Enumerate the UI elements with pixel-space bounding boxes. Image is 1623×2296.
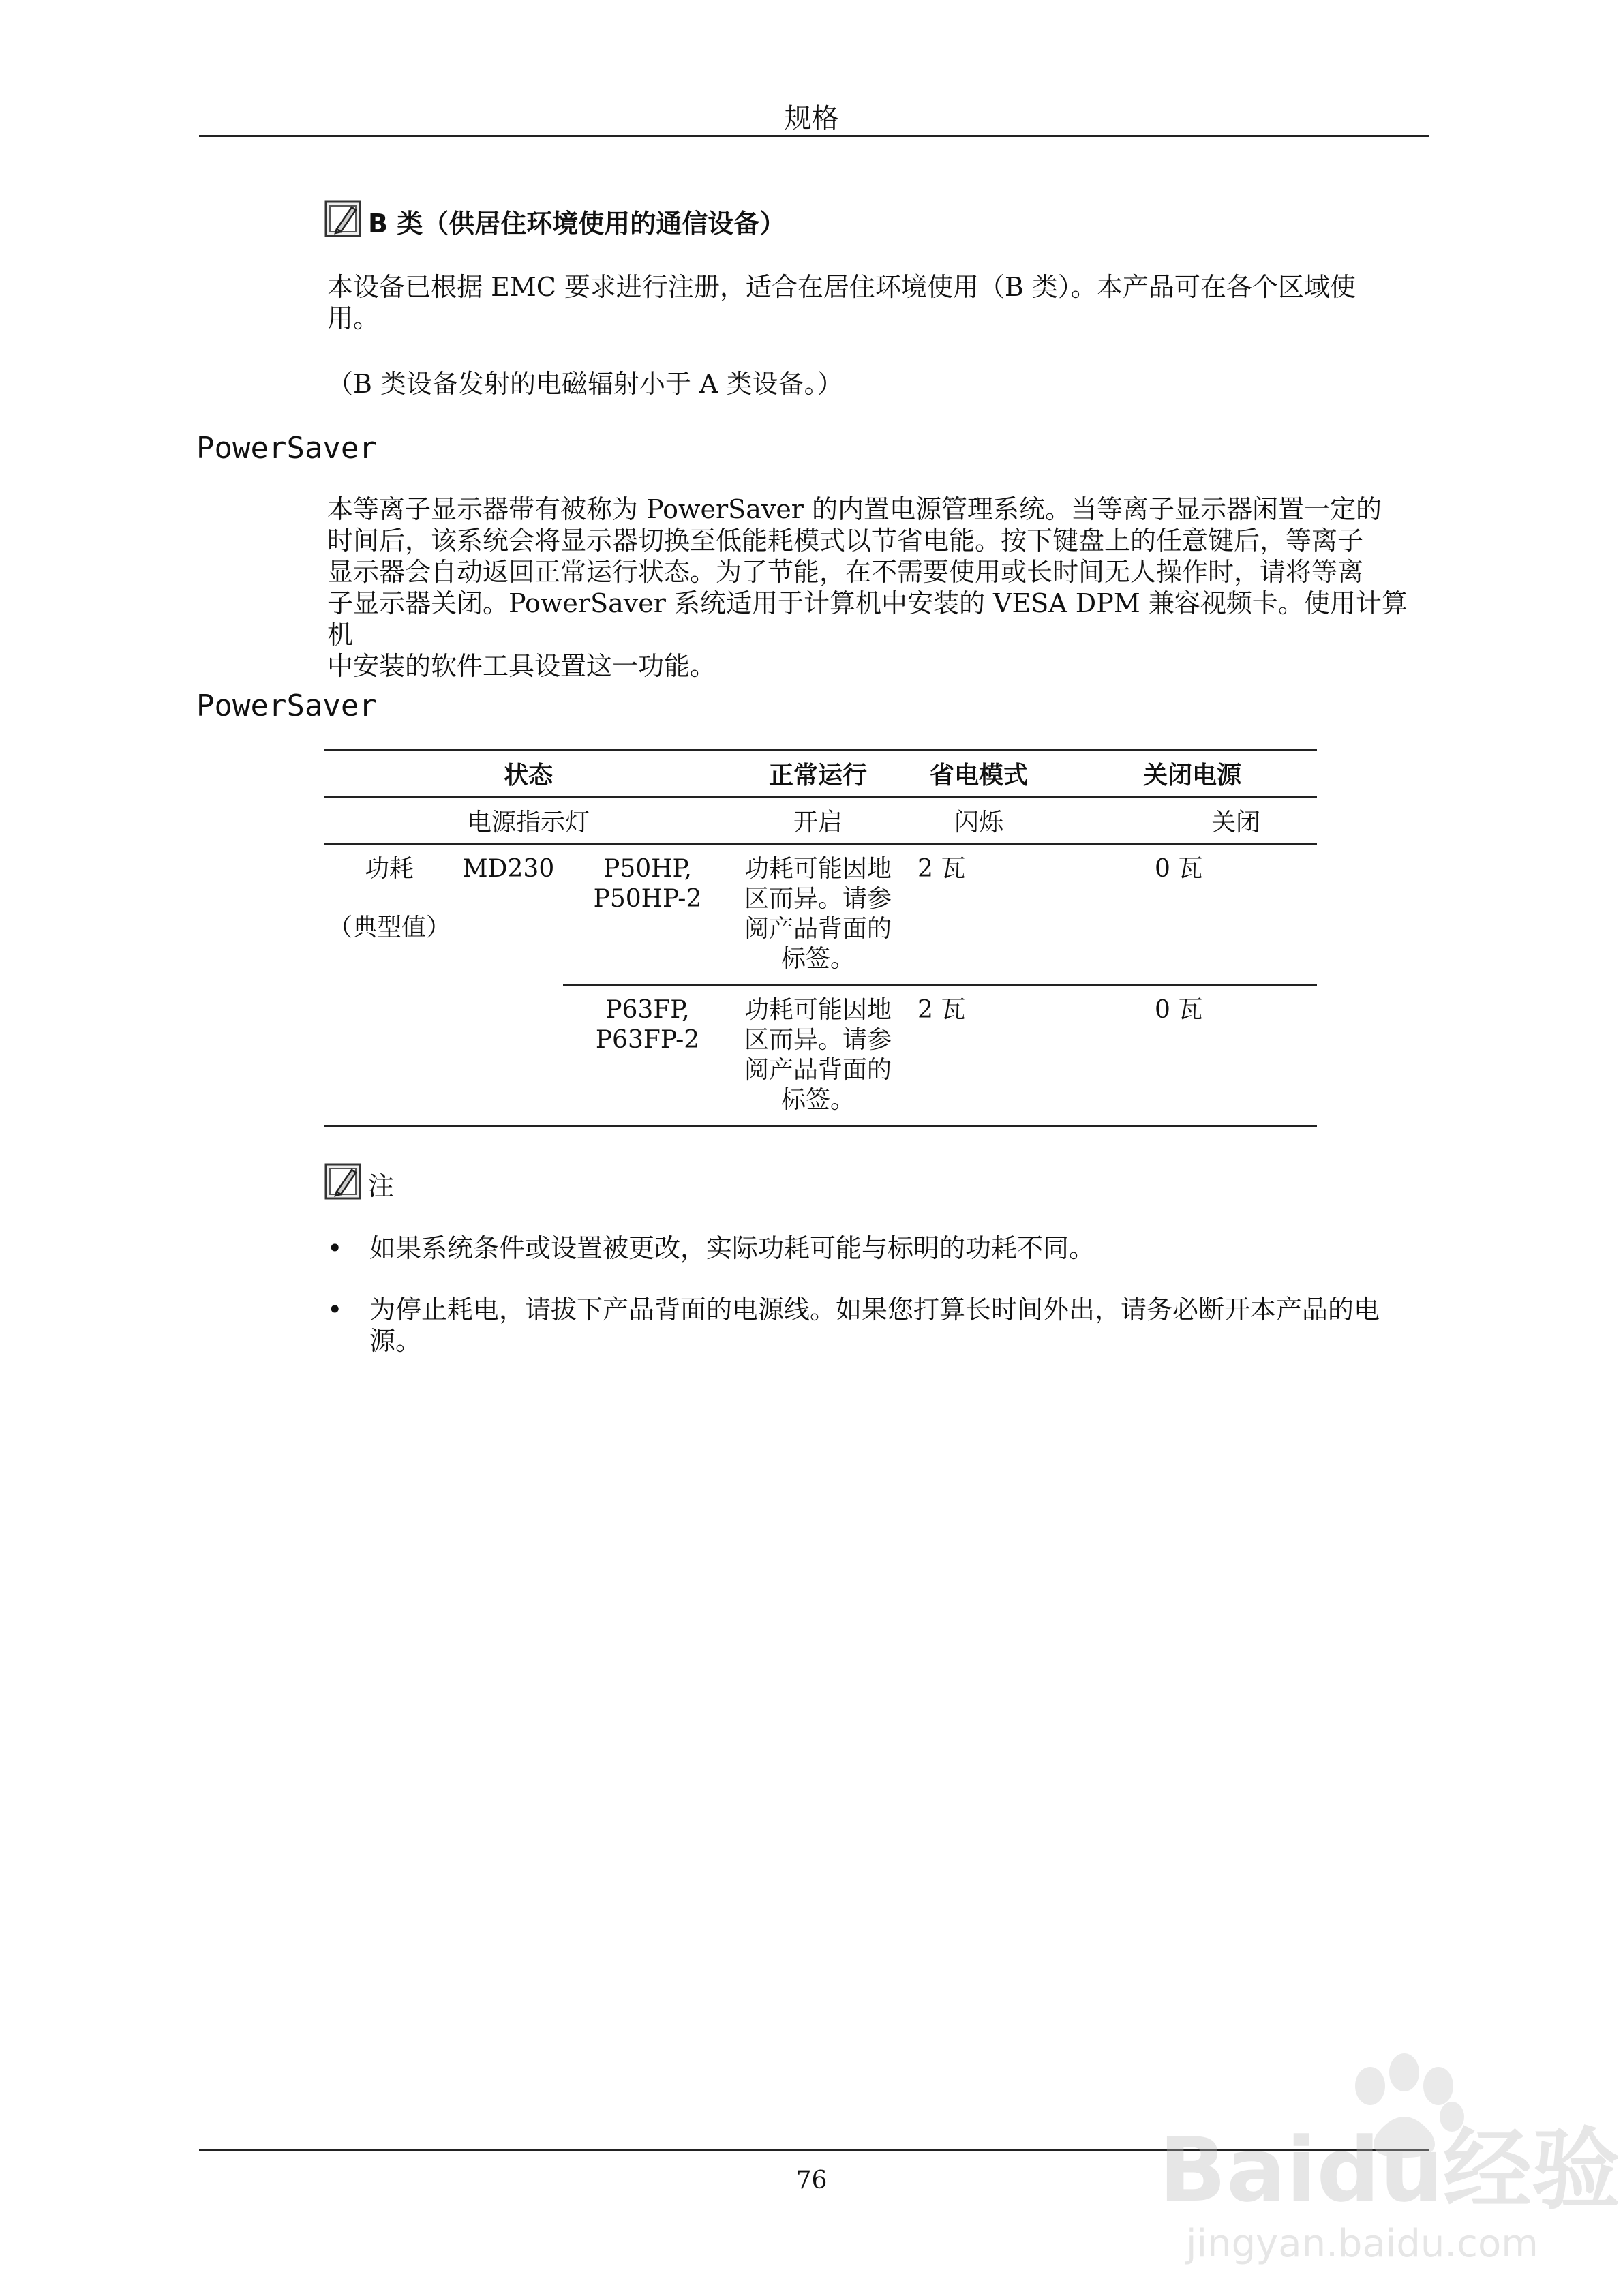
- header-normal: 正常运行: [732, 750, 904, 797]
- note-label: 注: [368, 1171, 395, 1201]
- watermark-logo-text: Baidu经验: [1159, 2118, 1620, 2222]
- model-cell: MD230: [454, 844, 563, 1126]
- page-header-title: 规格: [784, 103, 839, 134]
- list-item: • 如果系统条件或设置被更改，实际功耗可能与标明的功耗不同。: [327, 1233, 1095, 1263]
- note-pencil-icon: [324, 1162, 364, 1201]
- power-saving-table: [324, 749, 1317, 1127]
- header-rule: [199, 135, 1429, 137]
- section-title-powersaver: PowerSaver: [196, 431, 377, 466]
- table-row: [324, 844, 1317, 985]
- variant-cell: P63FP, P63FP-2: [563, 985, 732, 1126]
- note-pencil-icon: [324, 199, 364, 239]
- table-header-row: [324, 750, 1317, 797]
- variant-cell: P50HP, P50HP-2: [563, 844, 732, 985]
- watermark-url: jingyan.baidu.com: [1186, 2222, 1538, 2266]
- saving-power-cell: 2 瓦: [904, 985, 1054, 1126]
- indicator-normal: 开启: [732, 797, 904, 844]
- page-number: 76: [795, 2166, 828, 2194]
- list-item: • 为停止耗电，请拔下产品背面的电源线。如果您打算长时间外出，请务必断开本产品的电 源。: [327, 1295, 1380, 1356]
- header-off: 关闭电源: [1054, 750, 1317, 797]
- off-power-cell: 0 瓦: [1054, 844, 1317, 985]
- bullet-icon: •: [327, 1295, 343, 1325]
- saving-power-cell: 2 瓦: [904, 844, 1054, 985]
- header-saving: 省电模式: [904, 750, 1054, 797]
- indicator-label: 电源指示灯: [324, 797, 732, 844]
- section-title-powersaver-table: PowerSaver: [196, 689, 377, 723]
- indicator-saving: 闪烁: [904, 797, 1054, 844]
- emc-paragraph: 本设备已根据 EMC 要求进行注册，适合在居住环境使用（B 类）。本产品可在各个区域使 用。: [327, 272, 1356, 333]
- note-heading: B 类（供居住环境使用的通信设备）: [368, 209, 786, 239]
- normal-power-cell: 功耗可能因地 区而异。请参 阅产品背面的 标签。: [732, 985, 904, 1126]
- powersaver-description: 本等离子显示器带有被称为 PowerSaver 的内置电源管理系统。当等离子显示器闲置一定的 时间后，该系统会将显示器切换至低能耗模式以节省电能。按下键盘上的任意键后，等离子 显示器会自动返回正常运行状态。为了节能，在不需要使用或长时间无人操作时，请将等离 子显示器关闭。PowerSaver 系统适用于计算机中安装的 VESA DPM 兼容视频卡。使用计算机 中安装的软件工具设置这一功能。: [327, 494, 1408, 681]
- note-heading-row: [324, 199, 785, 239]
- table-row-indicator: [324, 797, 1317, 844]
- note-label-row: [324, 1162, 394, 1201]
- baidu-watermark: [1145, 2031, 1620, 2277]
- power-label-cell: 功耗 （典型值）: [324, 844, 454, 1126]
- bullet-icon: •: [327, 1233, 343, 1263]
- header-state: 状态: [324, 750, 732, 797]
- indicator-off: 关闭: [1054, 797, 1317, 844]
- normal-power-cell: 功耗可能因地 区而异。请参 阅产品背面的 标签。: [732, 844, 904, 985]
- off-power-cell: 0 瓦: [1054, 985, 1317, 1126]
- emission-note: （B 类设备发射的电磁辐射小于 A 类设备。）: [327, 369, 843, 399]
